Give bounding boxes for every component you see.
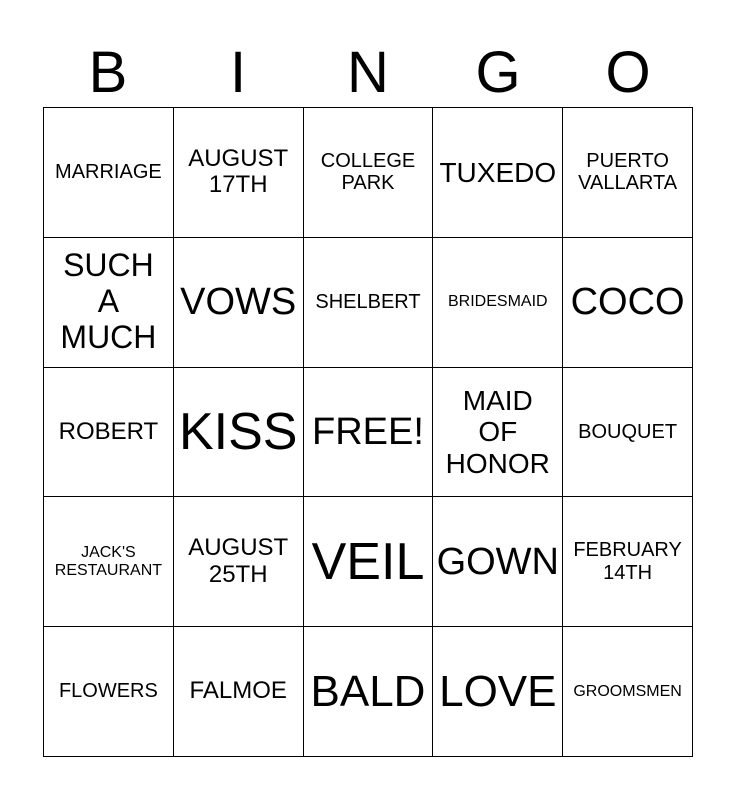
bingo-cell[interactable] <box>563 368 693 498</box>
bingo-header <box>43 38 693 108</box>
cell-text: VEIL <box>311 532 425 591</box>
bingo-cell[interactable] <box>174 108 304 238</box>
free-space-text: FREE! <box>312 410 424 453</box>
cell-text: BRIDESMAID <box>448 293 548 311</box>
bingo-cell[interactable] <box>433 108 563 238</box>
bingo-cell[interactable] <box>563 497 693 627</box>
bingo-cell[interactable] <box>433 368 563 498</box>
bingo-cell[interactable] <box>304 108 434 238</box>
bingo-cell[interactable] <box>174 497 304 627</box>
bingo-grid <box>43 107 693 757</box>
header-letter-o: O <box>605 40 651 105</box>
cell-text: GOWN <box>436 540 559 583</box>
cell-text: SUCH A MUCH <box>60 247 157 356</box>
cell-text: ROBERT <box>58 417 159 445</box>
bingo-cell[interactable] <box>44 108 174 238</box>
cell-text: COLLEGE PARK <box>320 150 416 195</box>
cell-text: TUXEDO <box>439 156 557 188</box>
cell-text: FALMOE <box>189 677 287 705</box>
bingo-cell[interactable] <box>174 238 304 368</box>
cell-text: BALD <box>310 666 426 716</box>
bingo-cell[interactable] <box>433 238 563 368</box>
bingo-cell[interactable] <box>304 497 434 627</box>
cell-text: FLOWERS <box>58 680 158 703</box>
bingo-cell[interactable] <box>563 108 693 238</box>
cell-text: LOVE <box>439 666 557 716</box>
cell-text: PUERTO VALLARTA <box>578 150 678 195</box>
bingo-cell[interactable] <box>433 497 563 627</box>
bingo-cell[interactable] <box>433 627 563 757</box>
cell-text: BOUQUET <box>578 420 678 443</box>
bingo-cell[interactable] <box>44 627 174 757</box>
header-letter-n: N <box>347 40 389 105</box>
cell-text: COCO <box>570 280 685 323</box>
cell-text: MARRIAGE <box>55 161 162 184</box>
cell-text: GROOMSMEN <box>573 682 682 700</box>
cell-text: KISS <box>178 402 298 461</box>
bingo-cell[interactable] <box>563 627 693 757</box>
bingo-cell[interactable] <box>44 368 174 498</box>
cell-text: MAID OF HONOR <box>445 384 550 479</box>
bingo-cell[interactable] <box>304 238 434 368</box>
bingo-cell[interactable] <box>563 238 693 368</box>
bingo-cell[interactable] <box>174 368 304 498</box>
cell-text: SHELBERT <box>315 291 421 313</box>
cell-text: FEBRUARY 14TH <box>573 539 682 584</box>
bingo-cell[interactable] <box>44 497 174 627</box>
bingo-cell[interactable] <box>304 627 434 757</box>
header-letter-g: G <box>475 40 521 105</box>
cell-text: AUGUST 25TH <box>188 533 289 588</box>
header-letter-b: B <box>88 40 128 105</box>
cell-text: AUGUST 17TH <box>188 144 289 199</box>
cell-text: JACK'S RESTAURANT <box>54 543 163 579</box>
free-space[interactable] <box>304 368 434 498</box>
bingo-cell[interactable] <box>44 238 174 368</box>
bingo-cell[interactable] <box>174 627 304 757</box>
header-letter-i: I <box>229 40 247 105</box>
cell-text: VOWS <box>180 280 297 323</box>
